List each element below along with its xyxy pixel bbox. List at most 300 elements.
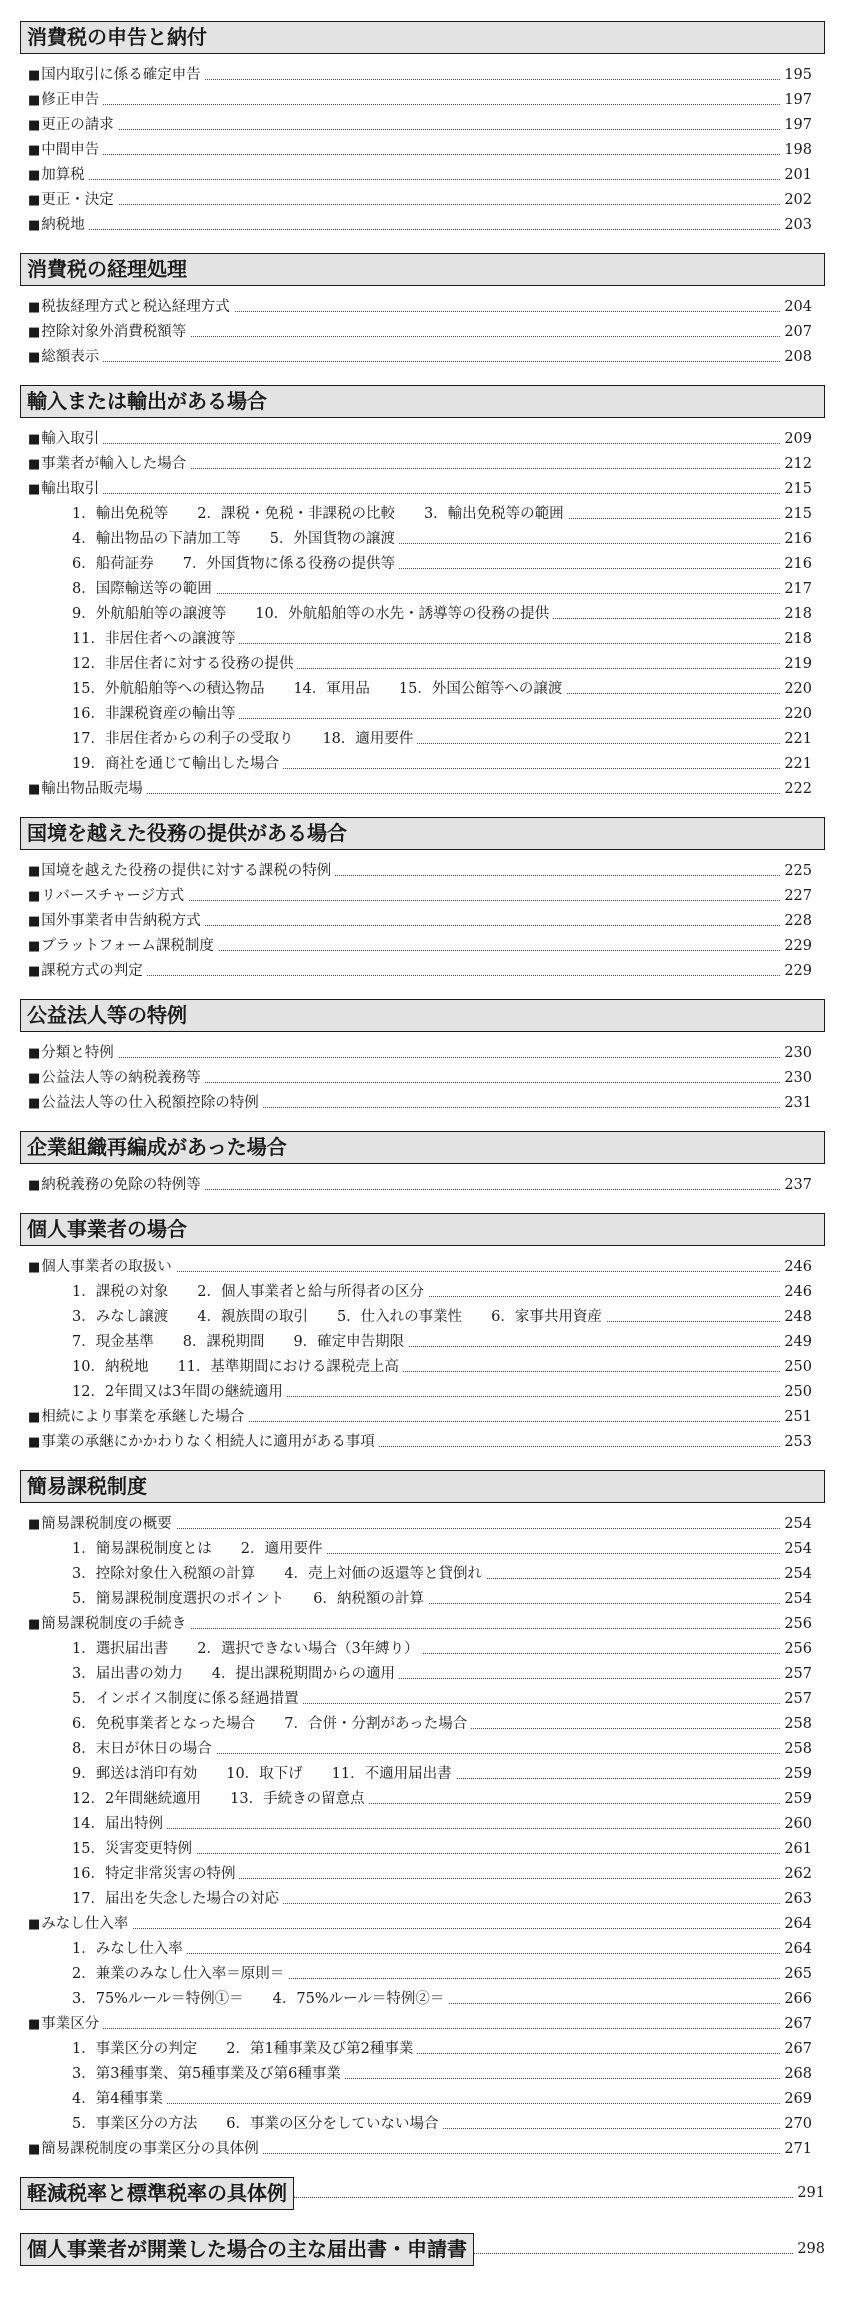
entry-text: 16．特定非常災害の特例 bbox=[72, 1866, 236, 1882]
entry-text: 15．災害変更特例 bbox=[72, 1841, 192, 1857]
page-number: 264 bbox=[781, 1937, 812, 1962]
entry-title bbox=[72, 1587, 428, 1612]
square-bullet-icon: ■ bbox=[28, 1917, 41, 1932]
entry-text: 9．外航船舶等の譲渡等 10．外航船舶等の水先・誘導等の役務の提供 bbox=[72, 606, 550, 622]
section-heading: 軽減税率と標準税率の具体例 bbox=[20, 2177, 294, 2210]
entry-title bbox=[72, 702, 239, 727]
entry-title bbox=[28, 63, 205, 88]
section-heading: 個人事業者の場合 bbox=[20, 1213, 825, 1246]
entry-title bbox=[28, 777, 147, 802]
toc-entry[interactable] bbox=[28, 188, 812, 213]
toc-entry[interactable] bbox=[28, 959, 812, 984]
entry-text: 3．みなし譲渡 4．親族間の取引 5．仕入れの事業性 6．家事共用資産 bbox=[72, 1309, 602, 1325]
entry-text: 3．75%ルール＝特例①＝ 4．75%ルール＝特例②＝ bbox=[72, 1991, 445, 2007]
entry-title bbox=[28, 113, 118, 138]
page-number: 217 bbox=[781, 577, 812, 602]
toc-subentry[interactable] bbox=[72, 1812, 812, 1837]
entry-text: 事業の承継にかかわりなく相続人に適用がある事項 bbox=[41, 1434, 375, 1450]
toc-entry[interactable] bbox=[28, 884, 812, 909]
square-bullet-icon: ■ bbox=[28, 193, 41, 208]
entry-title bbox=[28, 345, 103, 370]
page-number: 219 bbox=[781, 652, 812, 677]
entry-title bbox=[28, 2012, 103, 2037]
toc-subentry[interactable] bbox=[72, 702, 812, 727]
toc-entry[interactable] bbox=[28, 859, 812, 884]
entry-title bbox=[72, 577, 216, 602]
entry-text: 簡易課税制度の事業区分の具体例 bbox=[41, 2141, 259, 2157]
entry-title bbox=[28, 1173, 205, 1198]
toc-entry[interactable] bbox=[28, 2012, 812, 2037]
square-bullet-icon: ■ bbox=[28, 300, 41, 315]
square-bullet-icon: ■ bbox=[28, 864, 41, 879]
toc-entry[interactable] bbox=[28, 1612, 812, 1637]
toc-entry[interactable] bbox=[28, 1173, 812, 1198]
toc-entry[interactable] bbox=[28, 1255, 812, 1280]
entry-title bbox=[72, 1305, 606, 1330]
entry-title bbox=[28, 1912, 132, 1937]
entry-title bbox=[72, 1562, 486, 1587]
entry-title bbox=[72, 2062, 345, 2087]
toc-entry[interactable] bbox=[28, 163, 812, 188]
page-number: 248 bbox=[781, 1305, 812, 1330]
toc-subentry[interactable] bbox=[72, 1355, 812, 1380]
toc-entry[interactable] bbox=[28, 1512, 812, 1537]
square-bullet-icon: ■ bbox=[28, 914, 41, 929]
page-number: 201 bbox=[781, 163, 812, 188]
entry-title bbox=[72, 652, 297, 677]
entry-title bbox=[72, 1937, 187, 1962]
square-bullet-icon: ■ bbox=[28, 1435, 41, 1450]
toc-subentry[interactable] bbox=[72, 1737, 812, 1762]
entry-text: 加算税 bbox=[41, 167, 85, 183]
entry-text: 8．国際輸送等の範囲 bbox=[72, 581, 212, 597]
entry-title bbox=[72, 1737, 216, 1762]
section-heading: 公益法人等の特例 bbox=[20, 999, 825, 1032]
toc-subentry[interactable] bbox=[72, 1762, 812, 1787]
page-number: 204 bbox=[781, 295, 812, 320]
square-bullet-icon: ■ bbox=[28, 889, 41, 904]
page-number: 262 bbox=[781, 1862, 812, 1887]
entry-text: 15．外航船舶等への積込物品 14．軍用品 15．外国公館等への譲渡 bbox=[72, 681, 563, 697]
entry-text: 国境を越えた役務の提供に対する課税の特例 bbox=[41, 863, 332, 879]
entry-text: 6．船荷証券 7．外国貨物に係る役務の提供等 bbox=[72, 556, 395, 572]
entry-title bbox=[72, 752, 283, 777]
entry-title bbox=[72, 2037, 417, 2062]
entry-text: 控除対象外消費税額等 bbox=[41, 324, 187, 340]
page-number: 231 bbox=[781, 1091, 812, 1116]
page-number: 270 bbox=[781, 2112, 812, 2137]
entry-title bbox=[28, 959, 147, 984]
toc-subentry[interactable] bbox=[72, 1862, 812, 1887]
toc-subentry[interactable] bbox=[72, 552, 812, 577]
toc-entry[interactable] bbox=[28, 452, 812, 477]
square-bullet-icon: ■ bbox=[28, 457, 41, 472]
page-number: 263 bbox=[781, 1887, 812, 1912]
toc-subentry[interactable] bbox=[72, 2087, 812, 2112]
page-number: 218 bbox=[781, 627, 812, 652]
dot-leader bbox=[28, 179, 812, 180]
section-spacer bbox=[0, 54, 849, 63]
entry-text: 17．届出を失念した場合の対応 bbox=[72, 1891, 279, 1907]
entry-text: 5．事業区分の方法 6．事業の区分をしていない場合 bbox=[72, 2116, 439, 2132]
entry-text: 1．簡易課税制度とは 2．適用要件 bbox=[72, 1541, 323, 1557]
toc-entry[interactable] bbox=[28, 2137, 812, 2162]
entry-text: 12．2年間又は3年間の継続適用 bbox=[72, 1384, 283, 1400]
entry-title bbox=[72, 502, 568, 527]
entry-text: 10．納税地 11．基準期間における課税売上高 bbox=[72, 1359, 399, 1375]
toc-entry[interactable] bbox=[28, 213, 812, 238]
entry-text: 2．兼業のみなし仕入率＝原則＝ bbox=[72, 1966, 285, 1982]
page-number: 261 bbox=[781, 1837, 812, 1862]
entry-text: リバースチャージ方式 bbox=[41, 888, 185, 904]
square-bullet-icon: ■ bbox=[28, 168, 41, 183]
entry-title bbox=[28, 88, 103, 113]
square-bullet-icon: ■ bbox=[28, 93, 41, 108]
entry-title bbox=[72, 1687, 303, 1712]
entry-title bbox=[28, 909, 205, 934]
square-bullet-icon: ■ bbox=[28, 218, 41, 233]
toc-entry[interactable] bbox=[28, 88, 812, 113]
entry-title bbox=[28, 213, 89, 238]
square-bullet-icon: ■ bbox=[28, 482, 41, 497]
entry-title bbox=[72, 1812, 167, 1837]
page-number: 259 bbox=[781, 1762, 812, 1787]
square-bullet-icon: ■ bbox=[28, 1617, 41, 1632]
toc-subentry[interactable] bbox=[72, 1537, 812, 1562]
page-number: 266 bbox=[781, 1987, 812, 2012]
entry-text: 事業者が輸入した場合 bbox=[41, 456, 187, 472]
toc-subentry[interactable] bbox=[72, 1712, 812, 1737]
entry-text: 総額表示 bbox=[41, 349, 100, 365]
square-bullet-icon: ■ bbox=[28, 1096, 41, 1111]
toc-entry[interactable] bbox=[28, 427, 812, 452]
dot-leader bbox=[28, 1057, 812, 1058]
toc-subentry[interactable] bbox=[72, 2112, 812, 2137]
dot-leader bbox=[28, 104, 812, 105]
toc-subentry[interactable] bbox=[72, 1787, 812, 1812]
entry-title bbox=[72, 1712, 471, 1737]
entry-title bbox=[28, 320, 190, 345]
page-number: 254 bbox=[781, 1512, 812, 1537]
toc-subentry[interactable] bbox=[72, 727, 812, 752]
dot-leader bbox=[72, 2103, 812, 2104]
square-bullet-icon: ■ bbox=[28, 1178, 41, 1193]
toc-entry[interactable] bbox=[28, 320, 812, 345]
entry-title bbox=[72, 1330, 408, 1355]
page-number: 254 bbox=[781, 1587, 812, 1612]
page-number: 256 bbox=[781, 1637, 812, 1662]
toc-entry[interactable] bbox=[28, 477, 812, 502]
page-number: 267 bbox=[781, 2037, 812, 2062]
toc-entry[interactable] bbox=[28, 295, 812, 320]
toc-subentry[interactable] bbox=[72, 2037, 812, 2062]
toc-entry[interactable] bbox=[28, 138, 812, 163]
square-bullet-icon: ■ bbox=[28, 1260, 41, 1275]
page-number: 222 bbox=[781, 777, 812, 802]
square-bullet-icon: ■ bbox=[28, 782, 41, 797]
entry-title bbox=[28, 427, 103, 452]
page-number: 264 bbox=[781, 1912, 812, 1937]
toc-subentry[interactable] bbox=[72, 752, 812, 777]
toc-subentry[interactable] bbox=[72, 502, 812, 527]
page-number: 215 bbox=[781, 502, 812, 527]
entry-title bbox=[28, 1405, 248, 1430]
entry-title bbox=[28, 934, 218, 959]
page-number: 202 bbox=[781, 188, 812, 213]
toc-subentry[interactable] bbox=[72, 1330, 812, 1355]
section-heading: 消費税の申告と納付 bbox=[20, 21, 825, 54]
page-number: 269 bbox=[781, 2087, 812, 2112]
entry-title bbox=[72, 1280, 428, 1305]
page-number: 258 bbox=[781, 1737, 812, 1762]
page-number: 225 bbox=[781, 859, 812, 884]
page-number: 230 bbox=[781, 1041, 812, 1066]
toc-subentry[interactable] bbox=[72, 1837, 812, 1862]
page-number: 291 bbox=[794, 2181, 825, 2206]
page-number: 209 bbox=[781, 427, 812, 452]
entry-text: 4．第4種事業 bbox=[72, 2091, 163, 2107]
page-number: 256 bbox=[781, 1612, 812, 1637]
section-heading: 個人事業者が開業した場合の主な届出書・申請書 bbox=[20, 2233, 474, 2266]
toc-subentry[interactable] bbox=[72, 1562, 812, 1587]
entry-text: 更正・決定 bbox=[41, 192, 114, 208]
entry-text: 納税義務の免除の特例等 bbox=[41, 1177, 201, 1193]
entry-title bbox=[28, 1612, 190, 1637]
dot-leader bbox=[28, 129, 812, 130]
entry-text: 公益法人等の納税義務等 bbox=[41, 1070, 201, 1086]
toc-entry[interactable] bbox=[28, 345, 812, 370]
entry-title bbox=[72, 1637, 423, 1662]
page-number: 271 bbox=[781, 2137, 812, 2162]
page-number: 229 bbox=[781, 934, 812, 959]
toc-subentry[interactable] bbox=[72, 1587, 812, 1612]
entry-text: 19．商社を通じて輸出した場合 bbox=[72, 756, 279, 772]
entry-text: 中間申告 bbox=[41, 142, 100, 158]
dot-leader bbox=[28, 1928, 812, 1929]
entry-title bbox=[72, 677, 566, 702]
section-heading: 輸入または輸出がある場合 bbox=[20, 385, 825, 418]
entry-text: 分類と特例 bbox=[41, 1045, 114, 1061]
entry-title bbox=[72, 1862, 239, 1887]
toc-heading-entry[interactable] bbox=[20, 2233, 825, 2267]
page-number: 207 bbox=[781, 320, 812, 345]
entry-title bbox=[28, 452, 190, 477]
entry-text: プラットフォーム課税制度 bbox=[41, 938, 214, 954]
entry-title bbox=[28, 1430, 379, 1455]
dot-leader bbox=[28, 493, 812, 494]
entry-title bbox=[72, 602, 553, 627]
page-number: 268 bbox=[781, 2062, 812, 2087]
entry-text: 輸入取引 bbox=[41, 431, 100, 447]
entry-text: 14．届出特例 bbox=[72, 1816, 163, 1832]
toc-subentry[interactable] bbox=[72, 1937, 812, 1962]
square-bullet-icon: ■ bbox=[28, 1046, 41, 1061]
entry-text: 11．非居住者への譲渡等 bbox=[72, 631, 236, 647]
entry-text: みなし仕入率 bbox=[41, 1916, 129, 1932]
entry-text: 納税地 bbox=[41, 217, 85, 233]
toc-subentry[interactable] bbox=[72, 602, 812, 627]
entry-text: 事業区分 bbox=[41, 2016, 100, 2032]
toc-subentry[interactable] bbox=[72, 1687, 812, 1712]
entry-text: 1．課税の対象 2．個人事業者と給与所得者の区分 bbox=[72, 1284, 424, 1300]
page-number: 221 bbox=[781, 752, 812, 777]
entry-text: 1．選択届出書 2．選択できない場合（3年縛り） bbox=[72, 1641, 419, 1657]
page-number: 258 bbox=[781, 1712, 812, 1737]
toc-entry[interactable] bbox=[28, 1405, 812, 1430]
toc-subentry[interactable] bbox=[72, 627, 812, 652]
entry-text: 9．郵送は消印有効 10．取下げ 11．不適用届出書 bbox=[72, 1766, 452, 1782]
section-spacer bbox=[0, 1503, 849, 1512]
entry-title bbox=[28, 1512, 176, 1537]
page-number: 250 bbox=[781, 1355, 812, 1380]
page-number: 260 bbox=[781, 1812, 812, 1837]
toc-entry[interactable] bbox=[28, 113, 812, 138]
square-bullet-icon: ■ bbox=[28, 325, 41, 340]
entry-title bbox=[72, 1887, 283, 1912]
page-number: 251 bbox=[781, 1405, 812, 1430]
page-number: 215 bbox=[781, 477, 812, 502]
entry-title bbox=[72, 1987, 448, 2012]
square-bullet-icon: ■ bbox=[28, 964, 41, 979]
entry-text: 1．みなし仕入率 bbox=[72, 1941, 183, 1957]
dot-leader bbox=[28, 229, 812, 230]
entry-title bbox=[28, 1255, 176, 1280]
toc-entry[interactable] bbox=[28, 1912, 812, 1937]
entry-title bbox=[72, 1380, 287, 1405]
entry-title bbox=[72, 527, 399, 552]
dot-leader bbox=[28, 361, 812, 362]
page-number: 197 bbox=[781, 113, 812, 138]
toc-subentry[interactable] bbox=[72, 1987, 812, 2012]
entry-text: 個人事業者の取扱い bbox=[41, 1259, 172, 1275]
entry-title bbox=[72, 552, 399, 577]
page-number: 257 bbox=[781, 1662, 812, 1687]
entry-title bbox=[72, 1762, 456, 1787]
toc-subentry[interactable] bbox=[72, 1962, 812, 1987]
page-number: 197 bbox=[781, 88, 812, 113]
square-bullet-icon: ■ bbox=[28, 432, 41, 447]
toc-entry[interactable] bbox=[28, 1066, 812, 1091]
toc-entry[interactable] bbox=[28, 934, 812, 959]
entry-text: 3．控除対象仕入税額の計算 4．売上対価の返還等と貸倒れ bbox=[72, 1566, 482, 1582]
toc-entry[interactable] bbox=[28, 777, 812, 802]
toc-subentry[interactable] bbox=[72, 2062, 812, 2087]
page-number: 265 bbox=[781, 1962, 812, 1987]
section-heading: 国境を越えた役務の提供がある場合 bbox=[20, 817, 825, 850]
entry-text: 税抜経理方式と税込経理方式 bbox=[41, 299, 230, 315]
entry-text: 3．第3種事業、第5種事業及び第6種事業 bbox=[72, 2066, 341, 2082]
square-bullet-icon: ■ bbox=[28, 2142, 41, 2157]
page-number: 221 bbox=[781, 727, 812, 752]
section-spacer bbox=[0, 418, 849, 427]
toc-entry[interactable] bbox=[28, 63, 812, 88]
toc-entry[interactable] bbox=[28, 1091, 812, 1116]
entry-title bbox=[72, 1837, 196, 1862]
section-spacer bbox=[0, 1164, 849, 1173]
entry-text: 輸出物品販売場 bbox=[41, 781, 143, 797]
entry-title bbox=[28, 295, 234, 320]
entry-title bbox=[28, 188, 118, 213]
page-number: 246 bbox=[781, 1280, 812, 1305]
entry-text: 5．簡易課税制度選択のポイント 6．納税額の計算 bbox=[72, 1591, 424, 1607]
entry-text: 1．事業区分の判定 2．第1種事業及び第2種事業 bbox=[72, 2041, 414, 2057]
entry-title bbox=[28, 477, 103, 502]
square-bullet-icon: ■ bbox=[28, 350, 41, 365]
square-bullet-icon: ■ bbox=[28, 939, 41, 954]
entry-title bbox=[72, 1355, 403, 1380]
page-number: 257 bbox=[781, 1687, 812, 1712]
toc-subentry[interactable] bbox=[72, 527, 812, 552]
toc-entry[interactable] bbox=[28, 1430, 812, 1455]
section-heading: 消費税の経理処理 bbox=[20, 253, 825, 286]
entry-title bbox=[28, 163, 89, 188]
section-spacer bbox=[0, 286, 849, 295]
entry-text: 相続により事業を承継した場合 bbox=[41, 1409, 245, 1425]
page-number: 254 bbox=[781, 1562, 812, 1587]
page-number: 208 bbox=[781, 345, 812, 370]
entry-text: 更正の請求 bbox=[41, 117, 114, 133]
entry-title bbox=[28, 2137, 263, 2162]
page-number: 253 bbox=[781, 1430, 812, 1455]
page-number: 218 bbox=[781, 602, 812, 627]
page-number: 212 bbox=[781, 452, 812, 477]
toc-entry[interactable] bbox=[28, 1041, 812, 1066]
section-heading: 企業組織再編成があった場合 bbox=[20, 1131, 825, 1164]
entry-text: 8．末日が休日の場合 bbox=[72, 1741, 212, 1757]
entry-title bbox=[28, 1041, 118, 1066]
page-number: 216 bbox=[781, 552, 812, 577]
dot-leader bbox=[72, 1828, 812, 1829]
section-spacer bbox=[0, 1246, 849, 1255]
toc-subentry[interactable] bbox=[72, 1887, 812, 1912]
entry-title bbox=[72, 1787, 369, 1812]
page-number: 216 bbox=[781, 527, 812, 552]
dot-leader bbox=[28, 443, 812, 444]
page-number: 250 bbox=[781, 1380, 812, 1405]
page-number: 246 bbox=[781, 1255, 812, 1280]
square-bullet-icon: ■ bbox=[28, 68, 41, 83]
dot-leader bbox=[28, 204, 812, 205]
entry-text: 1．輸出免税等 2．課税・免税・非課税の比較 3．輸出免税等の範囲 bbox=[72, 506, 564, 522]
entry-text: 簡易課税制度の手続き bbox=[41, 1616, 187, 1632]
toc-heading-entry[interactable] bbox=[20, 2177, 825, 2211]
square-bullet-icon: ■ bbox=[28, 118, 41, 133]
toc-subentry[interactable] bbox=[72, 1305, 812, 1330]
entry-text: 3．届出書の効力 4．提出課税期間からの適用 bbox=[72, 1666, 395, 1682]
toc-subentry[interactable] bbox=[72, 577, 812, 602]
toc-subentry[interactable] bbox=[72, 677, 812, 702]
square-bullet-icon: ■ bbox=[28, 2017, 41, 2032]
toc-subentry[interactable] bbox=[72, 652, 812, 677]
toc-subentry[interactable] bbox=[72, 1637, 812, 1662]
square-bullet-icon: ■ bbox=[28, 1410, 41, 1425]
page-number: 254 bbox=[781, 1537, 812, 1562]
toc-subentry[interactable] bbox=[72, 1662, 812, 1687]
page-number: 227 bbox=[781, 884, 812, 909]
page-number: 220 bbox=[781, 702, 812, 727]
toc-subentry[interactable] bbox=[72, 1280, 812, 1305]
entry-title bbox=[28, 859, 335, 884]
page-number: 230 bbox=[781, 1066, 812, 1091]
entry-text: 輸出取引 bbox=[41, 481, 100, 497]
page-number: 220 bbox=[781, 677, 812, 702]
toc-entry[interactable] bbox=[28, 909, 812, 934]
entry-text: 6．免税事業者となった場合 7．合併・分割があった場合 bbox=[72, 1716, 468, 1732]
square-bullet-icon: ■ bbox=[28, 1071, 41, 1086]
page-number: 195 bbox=[781, 63, 812, 88]
entry-text: 12．2年間継続適用 13．手続きの留意点 bbox=[72, 1791, 365, 1807]
toc-subentry[interactable] bbox=[72, 1380, 812, 1405]
